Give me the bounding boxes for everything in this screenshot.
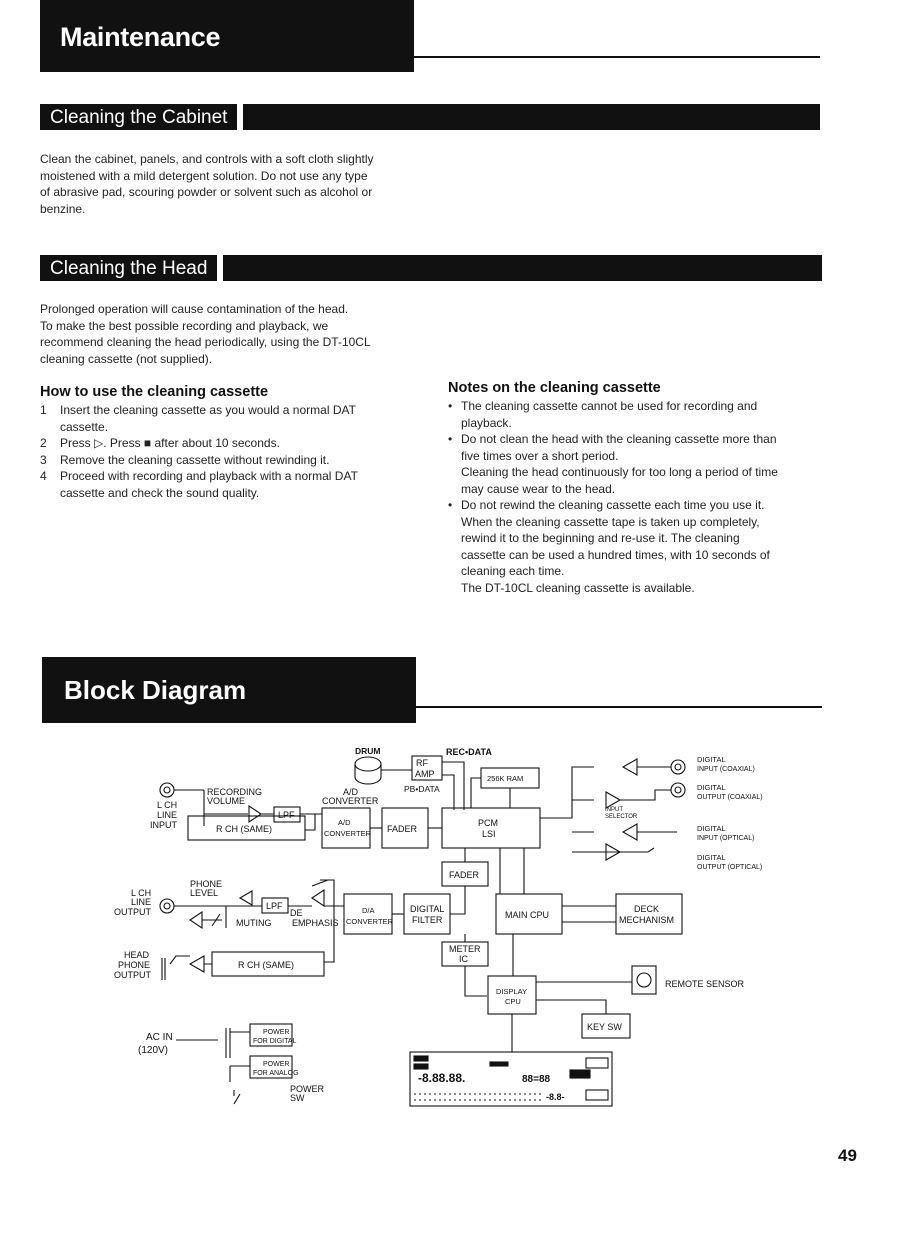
note-line: playback. — [461, 415, 512, 430]
ad-converter-box — [322, 808, 370, 848]
label-muting: MUTING — [236, 918, 272, 928]
drum-icon — [355, 757, 381, 771]
label-line: LINE — [157, 810, 178, 820]
notes-list — [448, 398, 828, 596]
head-line: cleaning cassette (not supplied). — [40, 351, 213, 366]
notes-heading: Notes on the cleaning cassette — [448, 380, 661, 396]
label-fader2: FADER — [449, 870, 480, 880]
label-for-analog: FOR ANALOG — [253, 1070, 299, 1077]
label-emphasis: EMPHASIS — [292, 918, 339, 928]
head-heading: Cleaning the Head — [40, 255, 223, 281]
label-ac-in: AC IN — [146, 1032, 173, 1043]
digital-input-coaxial-jack — [671, 760, 685, 774]
step-number: 4 — [40, 469, 47, 483]
label-lsi: LSI — [482, 829, 496, 839]
digital-filter-box — [404, 894, 450, 934]
note-item — [448, 431, 828, 497]
step-item — [40, 435, 420, 452]
label-display: DISPLAY — [496, 987, 528, 996]
step-line: Press ▷. Press ■ after about 10 seconds. — [60, 436, 280, 450]
label-lch: L CH — [157, 800, 178, 810]
lch-line-input-jack — [160, 783, 174, 797]
head-line: Prolonged operation will cause contamination of the head. — [40, 302, 349, 316]
label-lpf: LPF — [278, 810, 295, 820]
drum-body — [355, 764, 381, 784]
label-output: OUTPUT — [114, 907, 151, 917]
note-line: five times over a short period. — [461, 448, 619, 463]
header-rule — [414, 56, 820, 58]
step-line: Insert the cleaning cassette as you would a normal DAT — [60, 403, 356, 417]
label-rf: RF — [416, 758, 428, 768]
pcm-lsi-box — [442, 808, 540, 848]
lch-line-output-jack — [160, 899, 174, 913]
label-power-sw: POWER — [290, 1084, 325, 1094]
label-digital-4: DIGITAL — [697, 853, 726, 862]
cabinet-line: benzine. — [40, 201, 86, 216]
label-ram: 256K RAM — [487, 774, 524, 783]
label-output-coaxial: OUTPUT (COAXIAL) — [697, 794, 763, 801]
label-rch-same-2: R CH (SAME) — [238, 960, 294, 970]
label-head: HEAD — [124, 950, 150, 960]
label-remote-sensor: REMOTE SENSOR — [665, 979, 745, 989]
label-digital-filter-1: DIGITAL — [410, 904, 445, 914]
label-power-a: POWER — [263, 1061, 290, 1068]
remote-sensor-box — [632, 966, 656, 994]
deck-mechanism-box — [616, 894, 682, 934]
label-pb-data: PB•DATA — [404, 784, 440, 794]
note-line: cassette can be used a hundred times, with 10 seconds of — [461, 547, 770, 562]
label-ic: IC — [459, 954, 468, 964]
label-da-converter: CONVERTER — [346, 917, 393, 926]
label-drum: DRUM — [355, 746, 381, 756]
label-digital-2: DIGITAL — [697, 783, 726, 792]
label-input-sel: INPUT — [605, 807, 623, 813]
label-lpf-out: LPF — [266, 901, 283, 911]
how-to-steps — [40, 402, 420, 501]
label-cpu: CPU — [505, 997, 521, 1006]
remote-sensor-icon — [637, 973, 651, 987]
display-readout-track: 88=88 — [522, 1074, 551, 1085]
step-number: 3 — [40, 452, 47, 467]
step-number: 1 — [40, 403, 47, 417]
label-input-optical: INPUT (OPTICAL) — [697, 835, 755, 842]
label-pcm: PCM — [478, 818, 498, 828]
label-sw: SW — [290, 1093, 305, 1103]
note-line: The DT-10CL cleaning cassette is available. — [461, 580, 695, 595]
label-power-d: POWER — [263, 1029, 290, 1036]
label-level: LEVEL — [190, 888, 219, 898]
head-text — [40, 301, 430, 367]
label-ad: A/D — [343, 787, 359, 797]
label-input-coaxial: INPUT (COAXIAL) — [697, 766, 755, 773]
label-rec-data: REC•DATA — [446, 747, 492, 757]
page-header — [40, 0, 414, 72]
label-deck: DECK — [634, 904, 660, 914]
cabinet-line: moistened with a mild detergent solution. Do not use any type — [40, 168, 368, 183]
label-output-optical: OUTPUT (OPTICAL) — [697, 864, 763, 871]
note-item — [448, 398, 828, 431]
step-line: Remove the cleaning cassette without rewinding it. — [60, 452, 330, 467]
label-converter-box: CONVERTER — [324, 829, 371, 838]
display-readout-level: -8.8- — [546, 1092, 565, 1102]
step-number: 2 — [40, 436, 47, 450]
label-rch-same: R CH (SAME) — [216, 824, 272, 834]
label-converter: CONVERTER — [322, 796, 379, 806]
block-diagram — [0, 730, 919, 1120]
display-readout-time: -8.88.88. — [418, 1071, 466, 1085]
label-key-sw: KEY SW — [587, 1022, 622, 1032]
cabinet-line: Clean the cabinet, panels, and controls with a soft cloth slightly — [40, 152, 374, 166]
head-heading-bar — [40, 255, 822, 281]
step-line: cassette and check the sound quality. — [60, 485, 260, 500]
label-recording: RECORDING — [207, 787, 263, 797]
block-diagram-rule — [416, 706, 822, 708]
note-item — [448, 497, 828, 596]
note-line: may cause wear to the head. — [461, 481, 616, 496]
label-input: INPUT — [150, 820, 177, 830]
label-lch-out: L CH — [131, 888, 152, 898]
cabinet-line: of abrasive pad, scouring powder or solvent such as alcohol or — [40, 185, 373, 199]
label-mechanism: MECHANISM — [619, 915, 675, 925]
step-line: cassette. — [60, 419, 109, 434]
how-to-heading: How to use the cleaning cassette — [40, 384, 269, 400]
head-line: To make the best possible recording and playback, we — [40, 318, 329, 333]
step-item — [40, 468, 420, 501]
label-de: DE — [290, 908, 303, 918]
cabinet-heading-bar — [40, 104, 820, 130]
note-line: cleaning each time. — [461, 564, 565, 578]
step-item — [40, 402, 420, 435]
note-line: • Do not rewind the cleaning cassette each time you use it. — [461, 498, 765, 512]
note-line: • Do not clean the head with the cleaning cassette more than — [461, 432, 777, 446]
label-120v: (120V) — [138, 1045, 169, 1056]
block-diagram-title: Block Diagram — [64, 675, 247, 705]
label-fader: FADER — [387, 824, 418, 834]
label-line-out: LINE — [131, 897, 152, 907]
note-line: Cleaning the head continuously for too long a period of time — [461, 465, 778, 479]
label-phone: PHONE — [190, 879, 223, 889]
cabinet-text — [40, 151, 430, 217]
label-output-2: OUTPUT — [114, 970, 151, 980]
note-line: • The cleaning cassette cannot be used for recording and — [461, 399, 758, 413]
label-main-cpu: MAIN CPU — [505, 910, 550, 920]
label-digital-3: DIGITAL — [697, 824, 726, 833]
label-meter: METER — [449, 944, 481, 954]
label-digital-1: DIGITAL — [697, 755, 726, 764]
label-selector: SELECTOR — [605, 814, 638, 820]
note-line: When the cleaning cassette tape is taken up completely, — [461, 514, 760, 529]
label-phone-out: PHONE — [118, 960, 151, 970]
label-amp: AMP — [415, 769, 435, 779]
note-line: rewind it to the beginning and re-use it. The cleaning — [461, 531, 740, 545]
label-for-digital: FOR DIGITAL — [253, 1038, 297, 1045]
label-ad-box: A/D — [338, 818, 351, 827]
digital-output-coaxial-jack — [671, 783, 685, 797]
head-line: recommend cleaning the head periodically, using the DT-10CL — [40, 335, 371, 349]
step-item — [40, 452, 420, 469]
label-volume: VOLUME — [207, 796, 246, 806]
label-digital-filter-2: FILTER — [412, 915, 443, 925]
cabinet-heading: Cleaning the Cabinet — [40, 104, 243, 130]
page-title: Maintenance — [60, 22, 221, 52]
block-diagram-header — [42, 657, 416, 723]
step-line: Proceed with recording and playback with a normal DAT — [60, 469, 358, 483]
label-da: D/A — [362, 906, 375, 915]
page-number: 49 — [838, 1146, 857, 1165]
